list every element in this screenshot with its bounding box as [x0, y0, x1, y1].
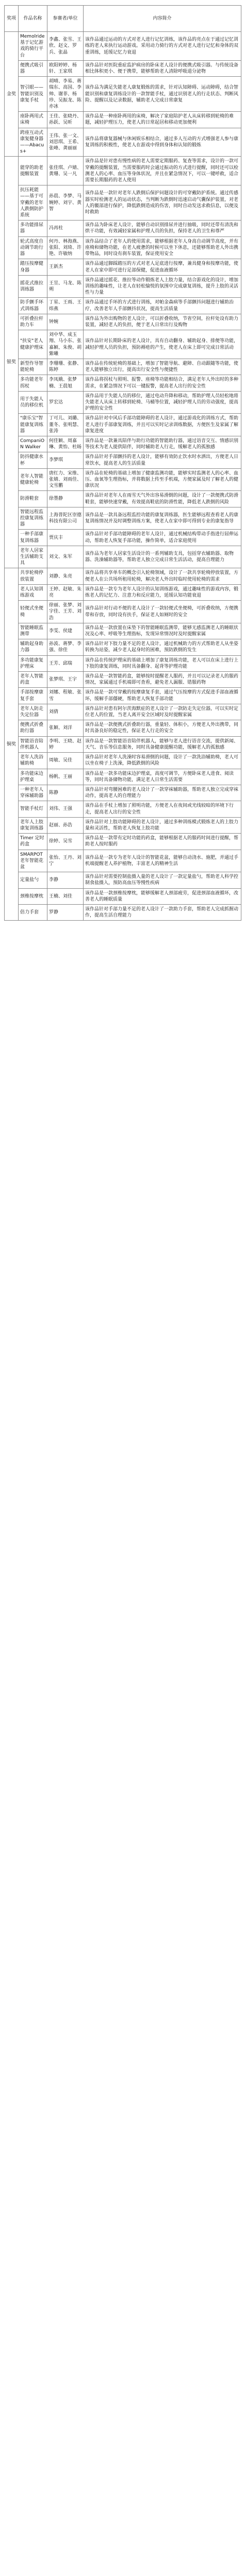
table-row — [5, 688, 241, 704]
table-row — [5, 436, 241, 452]
entry-members-cell: 刘静、朱亮 — [47, 568, 84, 584]
entry-name-cell: 颈椎按摩枕 — [19, 888, 47, 904]
table-row — [5, 185, 241, 221]
header-desc: 内容简介 — [84, 6, 241, 32]
entry-name-cell: 老年人智能健康轮椅 — [19, 468, 47, 491]
table-row — [5, 817, 241, 833]
table-row — [5, 834, 241, 850]
entry-name-cell: 老年人防走失定位器 — [19, 704, 47, 720]
table-row — [5, 275, 241, 298]
entry-members-cell: 罗宏达 — [47, 391, 84, 414]
entry-name-cell: 智引眼——智能识别及康复手杖 — [19, 77, 47, 112]
entry-members-cell: 钟婉 — [47, 314, 84, 330]
entry-members-cell: 王新杰 — [47, 259, 84, 275]
entry-members-cell: 罗静 — [47, 904, 84, 920]
entry-desc-cell: 该作品通过脚踩踏压的方式对老人足底进行按摩，兼具健身和按摩功能，使老人在家中即可进行足部保健，促进血液循环 — [84, 259, 241, 275]
entry-members-cell: 李凤娥、张梦楠、王晨旭 — [47, 375, 84, 391]
entry-name-cell: 老年人洗浴辅助椅 — [19, 753, 47, 769]
entry-name-cell: 老人认知训练游戏 — [19, 584, 47, 600]
entry-name-cell: 便携式吸引器 — [19, 60, 47, 76]
entry-members-cell: 张怡、王丹、刘宁 — [47, 850, 84, 872]
entry-desc-cell: 该作品在轮椅的基础上增加了健康监测功能，能够实时监测老人的心率、血压、血氧等生理指标，并将数据上传至手机端，方便家属及时了解老人的健康状况 — [84, 468, 241, 491]
entry-name-cell: 老年人智能药盒 — [19, 672, 47, 688]
entry-desc-cell: 该作品是一款兼具陪伴与助行功能的智能助行器，通过语音交互、情感识别等技术为老人提供陪伴，同时辅助老人行走，缓解老人的孤独感 — [84, 436, 241, 452]
entry-name-cell: 老年人上肢康复训练器 — [19, 817, 47, 833]
table-row — [5, 568, 241, 584]
entry-members-cell: 王佳、张晓丹、孙跃、吴昕 — [47, 112, 84, 128]
entry-name-cell: 多功能排尿器 — [19, 221, 47, 236]
table-row — [5, 507, 241, 530]
table-row — [5, 720, 241, 736]
entry-name-cell: 可折叠拉杆助力车 — [19, 314, 47, 330]
table-row — [5, 112, 241, 128]
table-row — [5, 391, 241, 414]
prize-cell: 银奖 — [5, 157, 19, 568]
table-row — [5, 904, 241, 920]
table-row — [5, 888, 241, 904]
table-row — [5, 736, 241, 752]
entry-desc-cell: 该作品针对患有阿尔茨海默症的老人设计了一款防走失定位器，可以实时定位老人的位置，当老人离开安全区域时及时提醒家属 — [84, 704, 241, 720]
table-row — [5, 655, 241, 671]
entry-desc-cell: 该作品用于失能人员的移位，通过电动升降和移动，帮助护理人员轻松地将失能老人从床上转移到轮椅、马桶等位置，减轻护理人员的劳动强度，提高护理的安全性 — [84, 391, 241, 414]
entry-name-cell: Timer 定时药盒 — [19, 834, 47, 850]
header-prize: 奖项 — [5, 6, 19, 32]
table-row — [5, 623, 241, 639]
entry-name-cell: 用于失能人员的移位机 — [19, 391, 47, 414]
entry-members-cell: 胡晴、李易、蒋瑞东、高国、李帅、谢菲、杨珍、吴振龙、陈亦冰 — [47, 77, 84, 112]
entry-desc-cell: 该作品是一款针对老年人跌倒后保护问题设计的可穿戴防护系统。通过传感器实时检测老人的运动状态，当判断为跌倒时迅速启动气囊保护装置，对老人的髋部进行保护，降低跌倒造成的伤害，同时自动发送求救信息，以便及时救助 — [84, 185, 241, 221]
entry-members-cell: 唐红力、宋维、张婧、刘雨佳、文雪鹏 — [47, 468, 84, 491]
header-name: 作品名称 — [19, 6, 47, 32]
entry-desc-cell: 该作品针对手部颤抖的老人设计，能够有效防止饮水时水洒出，方便老人日常饮水，提高老人的生活质量 — [84, 452, 241, 468]
entry-desc-cell: 该作品将共享单车的概念引入轮椅领域，设计了一款共享轮椅停放装置，方便老人在公共场所租用轮椅，解决老人外出时临时使用轮椅的需求 — [84, 568, 241, 584]
entry-name-cell: 轻便式坐便椅 — [19, 601, 47, 623]
entry-name-cell: 新型作导智能轮椅 — [19, 359, 47, 375]
table-row — [5, 452, 241, 468]
entry-desc-cell: 该作品是一款便携式折叠助行器，重量轻、体积小，方便老人外出携带，同时具备良好的稳定性，保证老人行走的安全 — [84, 720, 241, 736]
entry-members-cell: 欧阳婷婷、杨轩、王家琪 — [47, 60, 84, 76]
entry-name-cell: "康乐宝"智能康复训练器 — [19, 414, 47, 436]
table-row — [5, 314, 241, 330]
entry-desc-cell: 该作品针对弯腰困难的老人设计了一款穿袜辅助器，帮助老人独立完成穿袜动作，提高老人的自理能力 — [84, 785, 241, 801]
entry-name-cell: 踏压按摩健身器 — [19, 259, 47, 275]
table-row — [5, 236, 241, 259]
entry-members-cell: 刘中华、成玉翔、马小东、张嘉颖、朱俊、胡紫曦 — [47, 330, 84, 359]
entry-desc-cell: 该作品是一款多功能床边护理桌，高度可调节，方便卧床老人进食、阅读等，同时具备储物功能，满足老人日常生活需要 — [84, 769, 241, 785]
award-table — [4, 5, 241, 921]
table-row — [5, 850, 241, 872]
entry-desc-cell: 该作品是一款颈椎按摩枕，能够缓解老人颈部疲劳，促进颈部血液循环，改善老人的睡眠质量 — [84, 888, 241, 904]
entry-desc-cell: 该作品针对手部力量不足的老人设计了一款助力手套，帮助老人完成抓握动作，提高生活自理能力 — [84, 904, 241, 920]
entry-desc-cell: 该作品是一款智能语音陪伴机器人，能够与老人进行语音交流，提供新闻、天气、音乐等信息服务，同时具备健康提醒功能，缓解老人的孤独感 — [84, 736, 241, 752]
table-row — [5, 672, 241, 688]
table-row — [5, 359, 241, 375]
entry-name-cell: "扶安"老人健康护理床 — [19, 330, 47, 359]
entry-members-cell: 何佳颖、周嘉琳、黄怡、杜旸 — [47, 436, 84, 452]
entry-members-cell: 徐婷、吴雪 — [47, 834, 84, 850]
entry-name-cell: 跨座互动式康复健身器——Abacus+ — [19, 128, 47, 157]
entry-members-cell: 上海普陀区崇德科技有限公司 — [47, 507, 84, 530]
entry-desc-cell: 该作品是一款放置在床垫下的智能睡眠监测带，能够无感监测老人的睡眠状况及心率、呼吸等生理指标，发现异常情况时及时提醒家属 — [84, 623, 241, 639]
entry-name-cell: 老年人居家生活辅助支具 — [19, 546, 47, 568]
entry-desc-cell: 该作品针对上肢功能障碍的老人设计，通过多种训练模式锻炼老人的上肢力量和灵活性，帮助老人恢复上肢功能 — [84, 817, 241, 833]
entry-desc-cell: 该作品针对手部功能障碍的老年人设计，通过机械结构带动手指进行屈伸运动，帮助老人恢复手部功能，操作简单，适合家庭使用 — [84, 530, 241, 546]
entry-name-cell: 手部按摩康复手套 — [19, 688, 47, 704]
entry-members-cell: 贾庆丰 — [47, 530, 84, 546]
entry-members-cell: 王婷、赵敏、朱亮 — [47, 584, 84, 600]
table-row — [5, 639, 241, 655]
entry-desc-cell: 该作品为老年人居家生活设计的一系列辅助支具，包括穿衣辅助器、取物器、洗澡辅助器等，帮助老人独立完成日常生活活动，提高自理能力 — [84, 546, 241, 568]
table-header — [5, 6, 241, 32]
entry-desc-cell: 该作品在手杖上增加了照明功能，方便老人在夜间或光线较暗的环境下行走，提高老人出行的安全性 — [84, 801, 241, 817]
entry-name-cell: 抗压耗能——基于可穿戴的老年人跌倒防护系统 — [19, 185, 47, 221]
table-row — [5, 785, 241, 801]
entry-desc-cell: 该作品是一款带有定时功能的药盒，能够根据老人的服药时间进行提醒，帮助老人按时服药 — [84, 834, 241, 850]
entry-desc-cell: 该作品为卧床老人设计，能够自动识别排尿并进行抽吸，同时还带有清洗和烘干功能，有效减轻家属和护理人员的负担，保持老人的卫生和尊严 — [84, 221, 241, 236]
entry-desc-cell: 该作品通过摇花、推拉等动作锻炼老人上肢力量，结合游戏化的设计，增加训练的趣味性，让老人在轻松愉悦的氛围中完成康复训练，提升上肢的灵活性与力量 — [84, 275, 241, 298]
entry-members-cell: 王芳、邱瑞 — [47, 655, 84, 671]
table-row — [5, 601, 241, 623]
entry-desc-cell: 该作品是一款专为老年人设计的智能花盆，能够自动浇水、施肥，并通过手机端提醒老人养护植物，丰富老人的精神生活 — [84, 850, 241, 872]
table-row — [5, 221, 241, 236]
entry-name-cell: CompaniON Walker — [19, 436, 47, 452]
entry-members-cell: 丁星、王雨、王炜燕 — [47, 298, 84, 314]
prize-cell: 铜奖 — [5, 568, 19, 921]
entry-members-cell: 刘娜、程敏、张雪 — [47, 688, 84, 704]
entry-desc-cell: 该作品将拐杖与照明、报警、座椅等功能相结合，满足老年人外出时的多种需求，在紧急情况下可以一键报警，提高老人出行的安全性 — [84, 375, 241, 391]
entry-desc-cell: 该作品通过手环的方式进行训练，对帕金森病等手部颤抖问题进行辅助治疗，改善老年人手部颤抖状况，提高生活质量 — [84, 298, 241, 314]
entry-name-cell: 倍力手套 — [19, 904, 47, 920]
entry-name-cell: 一种老年人穿袜辅助器 — [19, 785, 47, 801]
entry-members-cell: 何丹、林海燕、张阳、刘琦、许艳、许敏纳 — [47, 236, 84, 259]
entry-members-cell: 赵丽、孙浩 — [47, 817, 84, 833]
entry-name-cell: 智能手杖灯 — [19, 801, 47, 817]
entry-desc-cell: 该作品在传统轮椅的基础上，增加了智能导航、避障、自动跟随等功能，使老人能够独立出行，提高出行安全性与便捷性 — [84, 359, 241, 375]
table-row — [5, 704, 241, 720]
entry-members-cell: 王楠、刘佳 — [47, 888, 84, 904]
entry-name-cell: 能穿的助老提醒装置 — [19, 157, 47, 185]
table-row — [5, 468, 241, 491]
entry-desc-cell: 该作品是针对患有慢性病的老人需要定期服药、复查等需求，设计的一款可穿戴的提醒装置，当需要服药时会通过振动的方式进行提醒，同时还可以检测老人的心率、血压等身体状况，并且在紧急情况下，可以一键呼救，适合需要长期服药的老人使用 — [84, 157, 241, 185]
entry-desc-cell: 该作品针对行动不便的老人设计了一款轻便式坐便椅，可折叠收纳，方便携带和存放，同时设有扶手，保证老人如厕时的安全 — [84, 601, 241, 623]
entry-name-cell: 座卧两用式床椅 — [19, 112, 47, 128]
entry-members-cell: 杨帆、王丽 — [47, 769, 84, 785]
entry-name-cell: 辅助起身助力器 — [19, 639, 47, 655]
entry-name-cell: 多功能康复护理床 — [19, 655, 47, 671]
entry-desc-cell: 该作品针对老年人洗澡时容易滑倒的问题，设计了一款洗浴辅助椅，老人可以坐在椅子上洗澡，降低跌倒的风险 — [84, 753, 241, 769]
table-row — [5, 414, 241, 436]
table-row — [5, 546, 241, 568]
entry-name-cell: Memolride 基于记忆游戏的骑行平台 — [19, 32, 47, 61]
entry-members-cell: 王昱、马龙、陈朔 — [47, 275, 84, 298]
entry-desc-cell: 该作品是一款可穿戴的按摩康复手套，通过气压按摩的方式促进手部血液循环，缓解手部僵硬，帮助老人恢复手部功能 — [84, 688, 241, 704]
entry-desc-cell: 该作品是一款专为老年人设计的认知训练游戏，通过趣味性的游戏内容，锻炼老人的记忆力、注意力和反应能力，延缓认知功能衰退 — [84, 584, 241, 600]
table-row — [5, 77, 241, 112]
entry-name-cell: 智能远程监控康复训练器 — [19, 507, 47, 530]
table-row — [5, 769, 241, 785]
entry-desc-cell: 该作品针对长期卧床的老人设计，具有自动翻身、辅助起身、排便等功能，减轻护理人员的负担，预防褥疮的产生，使老人在床上即可完成日常活动 — [84, 330, 241, 359]
entry-name-cell: 定量盐勺 — [19, 872, 47, 888]
entry-members-cell: 李雯、侯建 — [47, 623, 84, 639]
table-row — [5, 530, 241, 546]
entry-members-cell: 孙波、蒋梦、李强、徐佳 — [47, 639, 84, 655]
entry-members-cell: 孙晨、李梦、马婉婷、刘宇、黄智 — [47, 185, 84, 221]
entry-desc-cell: 该作品针对老年人在雨雪天气外出容易滑倒的问题，设计了一款便携式防滑鞋套，能够快速穿戴，有效提高鞋底的防滑性能，降低老人跌倒的风险 — [84, 491, 241, 507]
entry-name-cell: 轮式高度自动调节助行器 — [19, 236, 47, 259]
entry-members-cell: 刘文、朱军 — [47, 546, 84, 568]
table-row — [5, 259, 241, 275]
entry-name-cell: 便携式折叠助行器 — [19, 720, 47, 736]
entry-members-cell: 李鑫、张雪、王欣、赵文、罗兵、张晶 — [47, 32, 84, 61]
table-row — [5, 128, 241, 157]
entry-desc-cell: 该作品针对需要控制盐摄入量的老人设计了一款定量盐勺，帮助老人科学控制食盐摄入，预防高血压等慢性疾病 — [84, 872, 241, 888]
table-row — [5, 872, 241, 888]
entry-name-cell: SMARPOT老年智能花盆 — [19, 850, 47, 872]
entry-desc-cell: 该作品是一款智能药盒，能够按时提醒老人服药，并且可以记录老人的服药情况，家属通过手机端即可查看，避免老人漏服、错服药物 — [84, 672, 241, 688]
table-row — [5, 60, 241, 76]
entry-desc-cell: 该作品针对下肢力量不足的老人设计，通过机械助力的方式帮助老人从坐姿转换为站姿，减少老人起身时的困难，预防跌倒的发生 — [84, 639, 241, 655]
table-body — [5, 32, 241, 921]
entry-members-cell: 刘伟、王强 — [47, 801, 84, 817]
table-row — [5, 584, 241, 600]
table-row — [5, 157, 241, 185]
table-row — [5, 330, 241, 359]
table-row — [5, 753, 241, 769]
entry-desc-cell: 该作品是一款具备远程监控功能的康复训练器，医生能够远程查看老人的康复训练情况并及时调整训练方案，使老人在家中即可得到专业的康复指导 — [84, 507, 241, 530]
entry-members-cell: 冯再柱 — [47, 221, 84, 236]
entry-desc-cell: 该作品通过运动的方式对老人进行记忆训练，该作品的亮点在于通过记忆训练的老人来执行运动游戏。采用动力骑行的方式对老人进行记忆和身体的双重训练，延缓记忆力衰退 — [84, 32, 241, 61]
entry-members-cell: 周敏、吴佳 — [47, 753, 84, 769]
table-row — [5, 375, 241, 391]
entry-members-cell: 徐墨静 — [47, 491, 84, 507]
entry-desc-cell: 该作品是一种座卧两用的床椅，解决了家庭陪护老人从床转移到轮椅的难题，减轻护理压力，使老人的日常起居和移动更加便利 — [84, 112, 241, 128]
entry-name-cell: 智能语音陪伴机器人 — [19, 736, 47, 752]
entry-members-cell: 李梦琪 — [47, 452, 84, 468]
entry-desc-cell: 该作品为满足失能老人康复锻炼的需求，针对认知障碍、运动障碍，结合智能识别和康复训练设计的一款智能手杖，通过识别老人的行走状态、判断风险、提醒以及记录数据，辅助老人完成日常康复 — [84, 77, 241, 112]
entry-name-cell: 共享轮椅停放装置 — [19, 568, 47, 584]
table-row — [5, 491, 241, 507]
entry-name-cell: 防手颤手环式训练器 — [19, 298, 47, 314]
entry-desc-cell: 该作品结合了老年人的使用需求，能够根据老年人身高自动调节高度，并有座椅和储物功能，在老人疲惫的时候可以坐下休息，还能够帮助老人外出携带物品，同时设有刹车装置，保证使用安全 — [84, 236, 241, 259]
prize-cell: 金奖 — [5, 32, 19, 157]
entry-desc-cell: 该作品为外出购物的老人设计，可以折叠收纳，节省空间，拉杆处设有助力装置，减轻老人的负担，便于老人日常出行及购物 — [84, 314, 241, 330]
header-row — [5, 6, 241, 32]
entry-members-cell: 李静 — [47, 872, 84, 888]
entry-members-cell: 张颖、刘洋 — [47, 720, 84, 736]
entry-members-cell: 丁可儿、刘璐、董冬、张明慧、张涛 — [47, 414, 84, 436]
entry-members-cell: 李明、王晓、赵婷 — [47, 736, 84, 752]
entry-desc-cell: 该作品在传统护理床的基础上增加了康复训练功能，老人可以在床上进行上下肢的康复训练，同时具备翻身、起背等护理功能 — [84, 655, 241, 671]
entry-desc-cell: 该作品将康复器械与休闲娱乐相结合，通过多人互动的方式增强老人参与康复训练的积极性，使老人在游戏中得到身体和认知的锻炼 — [84, 128, 241, 157]
entry-name-cell: 多功能老年拐杖 — [19, 375, 47, 391]
entry-members-cell: 张梦琪、王宇 — [47, 672, 84, 688]
entry-members-cell: 刘倩 — [47, 704, 84, 720]
entry-members-cell: 张佳琪、卢婧、黄珊、吴一凡 — [47, 157, 84, 185]
entry-name-cell: 一种手部康复训练器 — [19, 530, 47, 546]
entry-desc-cell: 该作品针对中风后手部功能障碍的老人设计，通过游戏化的训练方式，帮助老人进行手部康复训练，并且可以实时记录训练数据，方便医生及家属了解康复进度 — [84, 414, 241, 436]
entry-name-cell: 防抖健康水杯 — [19, 452, 47, 468]
entry-name-cell: 摇花式推拉训练器 — [19, 275, 47, 298]
entry-name-cell: 智能睡眠监测带 — [19, 623, 47, 639]
entry-members-cell: 徐丽、张梦、刘宇佳、王芳、刘浩 — [47, 601, 84, 623]
entry-desc-cell: 该作品针对医院重症监护病房的卧床老人设计的便携式吸引器。与传统设备相比体积更小、便于携带，能够帮助老人清除呼吸道分泌物 — [84, 60, 241, 76]
entry-members-cell: 王伟、张一文、刘思琪、王希、张峰、龚丽丽 — [47, 128, 84, 157]
table-row — [5, 32, 241, 61]
entry-name-cell: 多功能床边护理桌 — [19, 769, 47, 785]
entry-members-cell: 李珊珊、张静、陈婷 — [47, 359, 84, 375]
header-members: 参赛者/单位 — [47, 6, 84, 32]
entry-name-cell: 防滑鞋套 — [19, 491, 47, 507]
table-row — [5, 298, 241, 314]
entry-members-cell: 陈静 — [47, 785, 84, 801]
table-row — [5, 801, 241, 817]
